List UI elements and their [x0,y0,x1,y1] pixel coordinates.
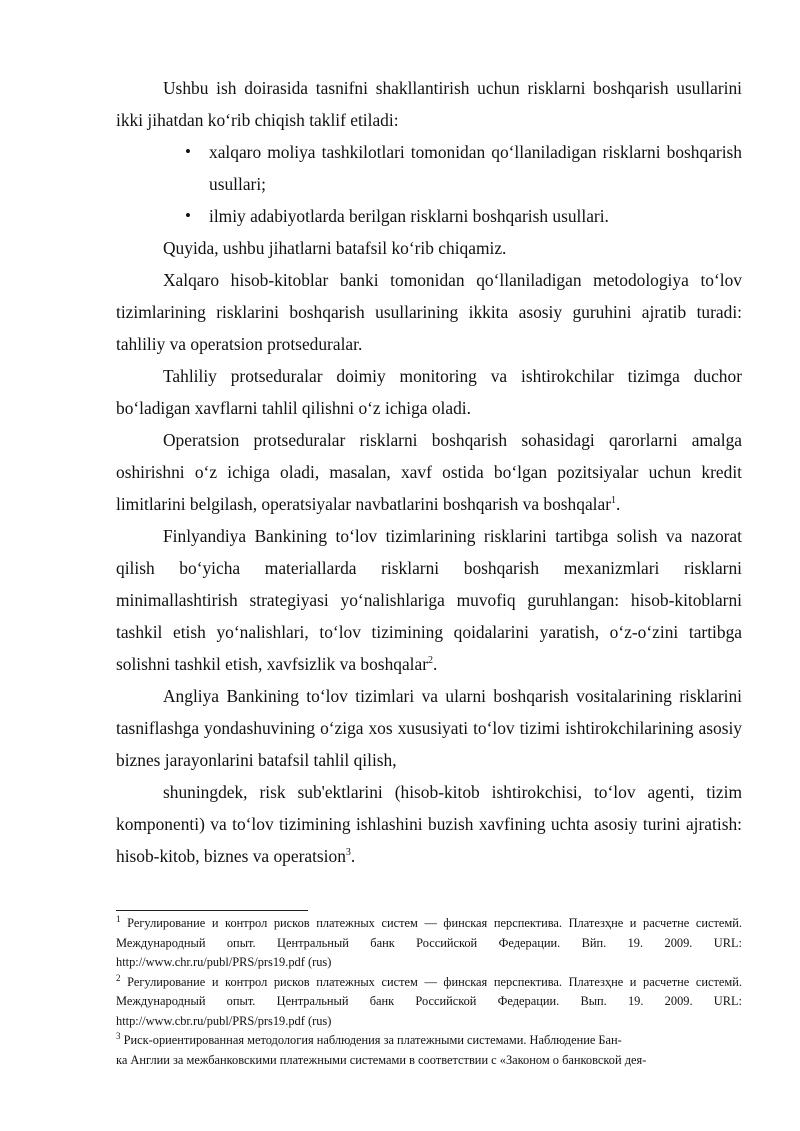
paragraph-bis-methodology: Xalqaro hisob-kitoblar banki tomonidan qo‘llaniladigan metodologiya to‘lov tizimlarining risklarini boshqarish usullarining ikkita asosiy guruhini ajratib turadi: tahliliy va operatsion protseduralar. [116,270,742,354]
footnote-text-line: ка Англии за межбанковскими платежными системами в соответствии с «Законом о банковской дея- [116,1052,647,1067]
bullet-list [116,136,742,232]
paragraph-end: . [350,846,356,866]
footnote-3 [116,1031,742,1070]
paragraph-risk-subjects [116,776,742,872]
paragraph-bank-of-england: Angliya Bankining to‘lov tizimlari va ularni boshqarish vositalarining risklarini tasniflashga yondashuvining o‘ziga xos xususiyati to‘lov tizimi ishtirokchilarining asosiy biznes jarayonlarini batafsil tahlil qilish, [116,686,742,770]
paragraph-operational-procedures [116,424,742,520]
paragraph-analytical-procedures: Tahliliy protseduralar doimiy monitoring va ishtirokchilar tizimga duchor bo‘ladigan xavflarni tahlil qilishni o‘z ichiga oladi. [116,366,742,418]
footnote-1 [116,914,742,973]
footnote-text: Регулирование и контрол рисков платежных систем — финская перспектива. Платезҳне и расчетне системй. Международный опыт. Центральный банк Российской Федерации. Вып. 19. 2009. URL: http://www.cbr.ru/publ/PRS/prs19.pdf (rus) [116,974,742,1028]
footnote-text-line: Риск-ориентированная методология наблюдения за платежными системами. Наблюдение Бан- [123,1033,622,1047]
bullet-icon: • [185,142,191,161]
paragraph-end: . [433,654,438,674]
footnotes [116,914,742,1070]
list-item [185,200,742,232]
body-text [116,72,742,872]
list-item [185,136,742,200]
footnote-2 [116,973,742,1032]
footnote-ref[interactable]: 2 [428,655,434,667]
footnote-text: Регулирование и контрол рисков платежных систем — финская перспектива. Платезҳне и расчетне системй. Международный опыт. Центральный банк Российской Федерации. Вйп. 19. 2009. URL: http://www.chr.ru/publ/PRS/prs19.pdf (rus) [116,916,742,969]
paragraph-overview: Quyida, ushbu jihatlarni batafsil ko‘rib chiqamiz. [163,238,507,258]
paragraph-text: Operatsion protseduralar risklarni boshqarish sohasidagi qarorlarni amalga oshirishni o‘z ichiga oladi, masalan, xavf ostida bo‘lgan pozitsiyalar uchun kredit limitlarini belgilash, operatsiyalar navbatlarini boshqarish va boshqalar [116,430,742,514]
bullet-icon: • [185,206,191,225]
footnote-ref[interactable]: 1 [611,495,617,507]
list-item-text: ilmiy adabiyotlarda berilgan risklarni boshqarish usullari. [209,206,609,226]
footnote-number: 3 [116,1030,121,1041]
paragraph-intro: Ushbu ish doirasida tasnifni shakllantirish uchun risklarni boshqarish usullarini ikki jihatdan ko‘rib chiqish taklif etiladi: [116,78,742,130]
list-item-text: xalqaro moliya tashkilotlari tomonidan qo‘llaniladigan risklarni boshqarish usullari; [209,142,742,194]
footnote-number: 1 [116,913,121,924]
paragraph-bank-of-finland [116,520,742,680]
footnote-divider [116,910,308,911]
paragraph-text: shuningdek, risk sub'ektlarini (hisob-kitob ishtirokchisi, to‘lov agenti, tizim komponenti) va to‘lov tizimining ishlashini buzish xavfining uchta asosiy turini ajratish: hisob-kitob, biznes va operatsion [116,782,742,866]
paragraph-text: Finlyandiya Bankining to‘lov tizimlarining risklarini tartibga solish va nazorat qilish bo‘yicha materiallarda risklarni boshqarish mexanizmlari risklarni minimallashtirish strategiyasi yo‘nalishlariga muvofiq guruhlangan: hisob-kitoblarni tashkil etish yo‘nalishlari, to‘lov tizimining qoidalarini yaratish, o‘z-o‘zini tartibga solishni tashkil etish, xavfsizlik va boshqalar [116,526,742,674]
footnote-number: 2 [116,972,121,983]
footnote-ref[interactable]: 3 [345,847,351,859]
paragraph-end: . [616,494,621,514]
